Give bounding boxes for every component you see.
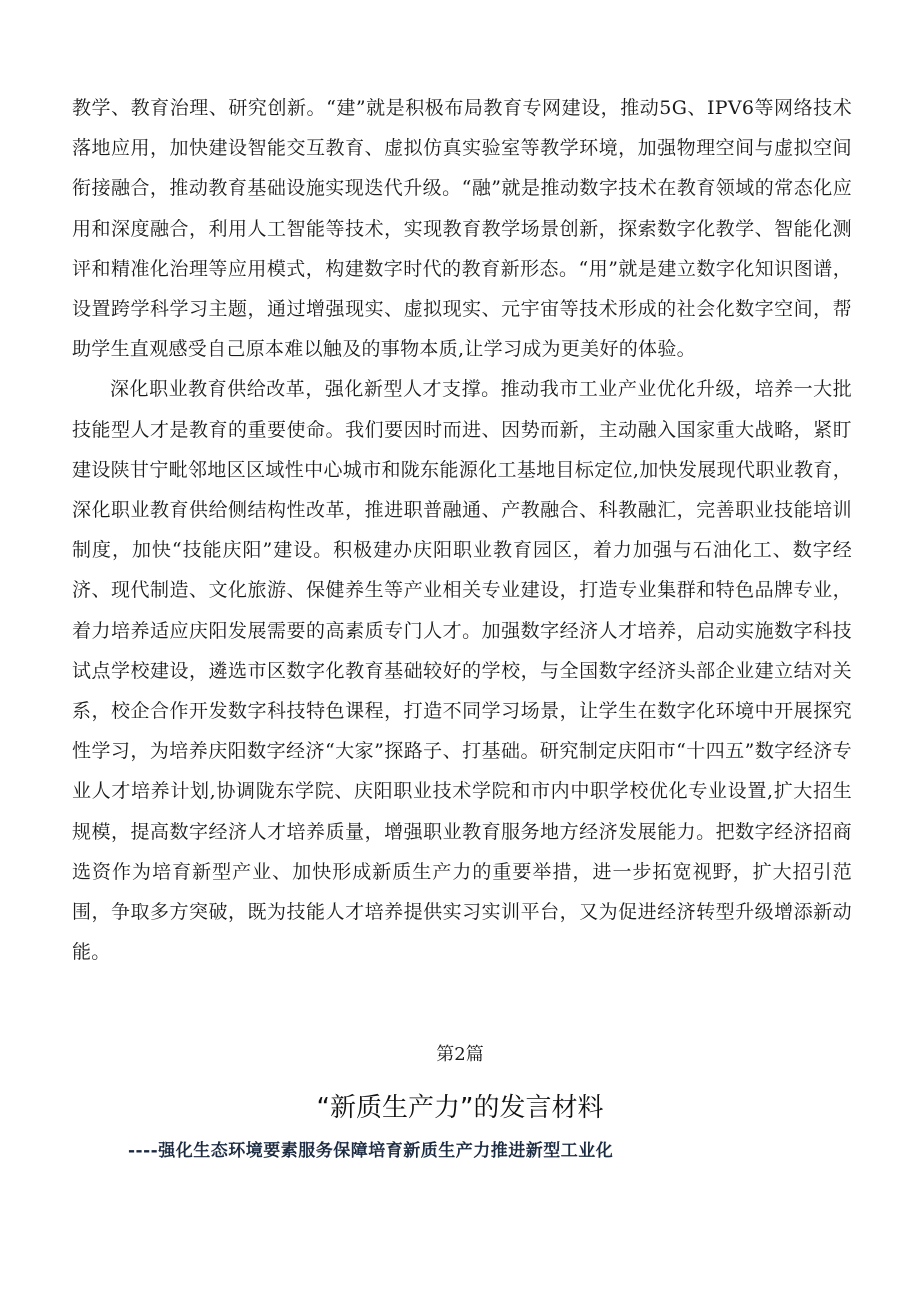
paragraph-digital-education: 教学、教育治理、研究创新。“建”就是积极布局教育专网建设，推动5G、IPV6等网络技术落地应用，加快建设智能交互教育、虚拟仿真实验室等教学环境，加强物理空间与虚拟空间衔接融合，推动教育基础设施实现迭代升级。“融”就是推动数字技术在教育领域的常态化应用和深度融合，利用人工智能等技术，实现教育教学场景创新，探索数字化教学、智能化测评和精准化治理等应用模式，构建数字时代的教育新形态。“用”就是建立数字化知识图谱，设置跨学科学习主题，通过增强现实、虚拟现实、元宇宙等技术形成的社会化数字空间，帮助学生直观感受自己原本难以触及的事物本质,让学习成为更美好的体验。 — [72, 97, 852, 361]
document-subtitle: ----强化生态环境要素服务保障培育新质生产力推进新型工业化 — [128, 1141, 614, 1161]
section-number: 第2篇 — [436, 1044, 484, 1065]
document-title: “新质生产力”的发言材料 — [316, 1093, 604, 1123]
article-body — [72, 88, 852, 972]
paragraph-vocational-education: 深化职业教育供给改革，强化新型人才支撑。推动我市工业产业优化升级，培养一大批技能型人才是教育的重要使命。我们要因时而进、因势而新，主动融入国家重大战略，紧盯建设陕甘宁毗邻地区区域性中心城市和陇东能源化工基地目标定位,加快发展现代职业教育，深化职业教育供给侧结构性改革，推进职普融通、产教融合、科教融汇，完善职业技能培训制度，加快“技能庆阳”建设。积极建办庆阳职业教育园区，着力加强与石油化工、数字经济、现代制造、文化旅游、保健养生等产业相关专业建设，打造专业集群和特色品牌专业，着力培养适应庆阳发展需要的高素质专门人才。加强数字经济人才培养，启动实施数字科技试点学校建设，遴选市区数字化教育基础较好的学校，与全国数字经济头部企业建立结对关系，校企合作开发数字科技特色课程，打造不同学习场景，让学生在数字化环境中开展探究性学习，为培养庆阳数字经济“大家”探路子、打基础。研究制定庆阳市“十四五”数字经济专业人才培养计划,协调陇东学院、庆阳职业技术学院和市内中职学校优化专业设置,扩大招生规模，提高数字经济人才培养质量，增强职业教育服务地方经济发展能力。把数字经济招商选资作为培育新型产业、加快形成新质生产力的重要举措，进一步拓宽视野，扩大招引范围，争取多方突破，既为技能人才培养提供实习实训平台，又为促进经济转型升级增添新动能。 — [72, 378, 852, 964]
